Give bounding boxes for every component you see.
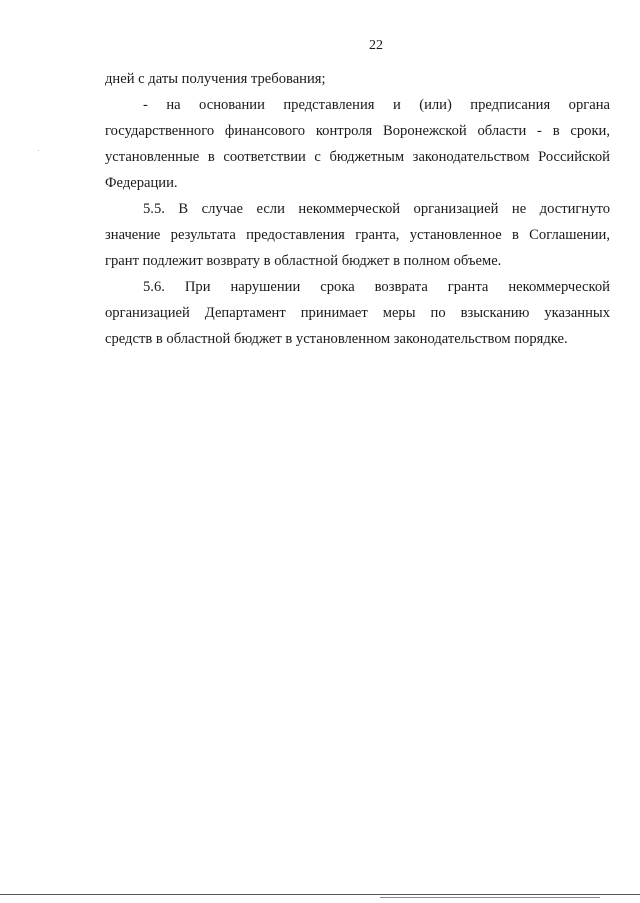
page-number: 22 bbox=[369, 38, 383, 53]
text-line: 5.6. При нарушении срока возврата гранта некоммерческой bbox=[143, 279, 610, 295]
text-line: средств в областной бюджет в установленном законодательством порядке. bbox=[105, 331, 568, 347]
text-line: организацией Департамент принимает меры по взысканию указанных bbox=[105, 305, 610, 321]
document-body bbox=[105, 66, 610, 352]
text-line: дней с даты получения требования; bbox=[105, 71, 326, 87]
scan-edge-line bbox=[0, 894, 640, 895]
paragraph-5-6 bbox=[105, 274, 610, 352]
scan-speck bbox=[38, 150, 39, 151]
text-line: государственного финансового контроля Воронежской области - в сроки, bbox=[105, 123, 610, 139]
scan-edge-line-secondary bbox=[380, 897, 600, 898]
text-line: значение результата предоставления гранта, установленное в Соглашении, bbox=[105, 227, 610, 243]
paragraph-control-body-item bbox=[105, 92, 610, 196]
paragraph-5-5 bbox=[105, 196, 610, 274]
text-line: грант подлежит возврату в областной бюджет в полном объеме. bbox=[105, 253, 502, 269]
text-line: установленные в соответствии с бюджетным законодательством Российской bbox=[105, 149, 610, 165]
text-line: 5.5. В случае если некоммерческой организацией не достигнуто bbox=[143, 201, 610, 217]
paragraph-deadline-continuation bbox=[105, 66, 610, 92]
text-line: Федерации. bbox=[105, 175, 178, 191]
text-line: - на основании представления и (или) предписания органа bbox=[143, 97, 610, 113]
